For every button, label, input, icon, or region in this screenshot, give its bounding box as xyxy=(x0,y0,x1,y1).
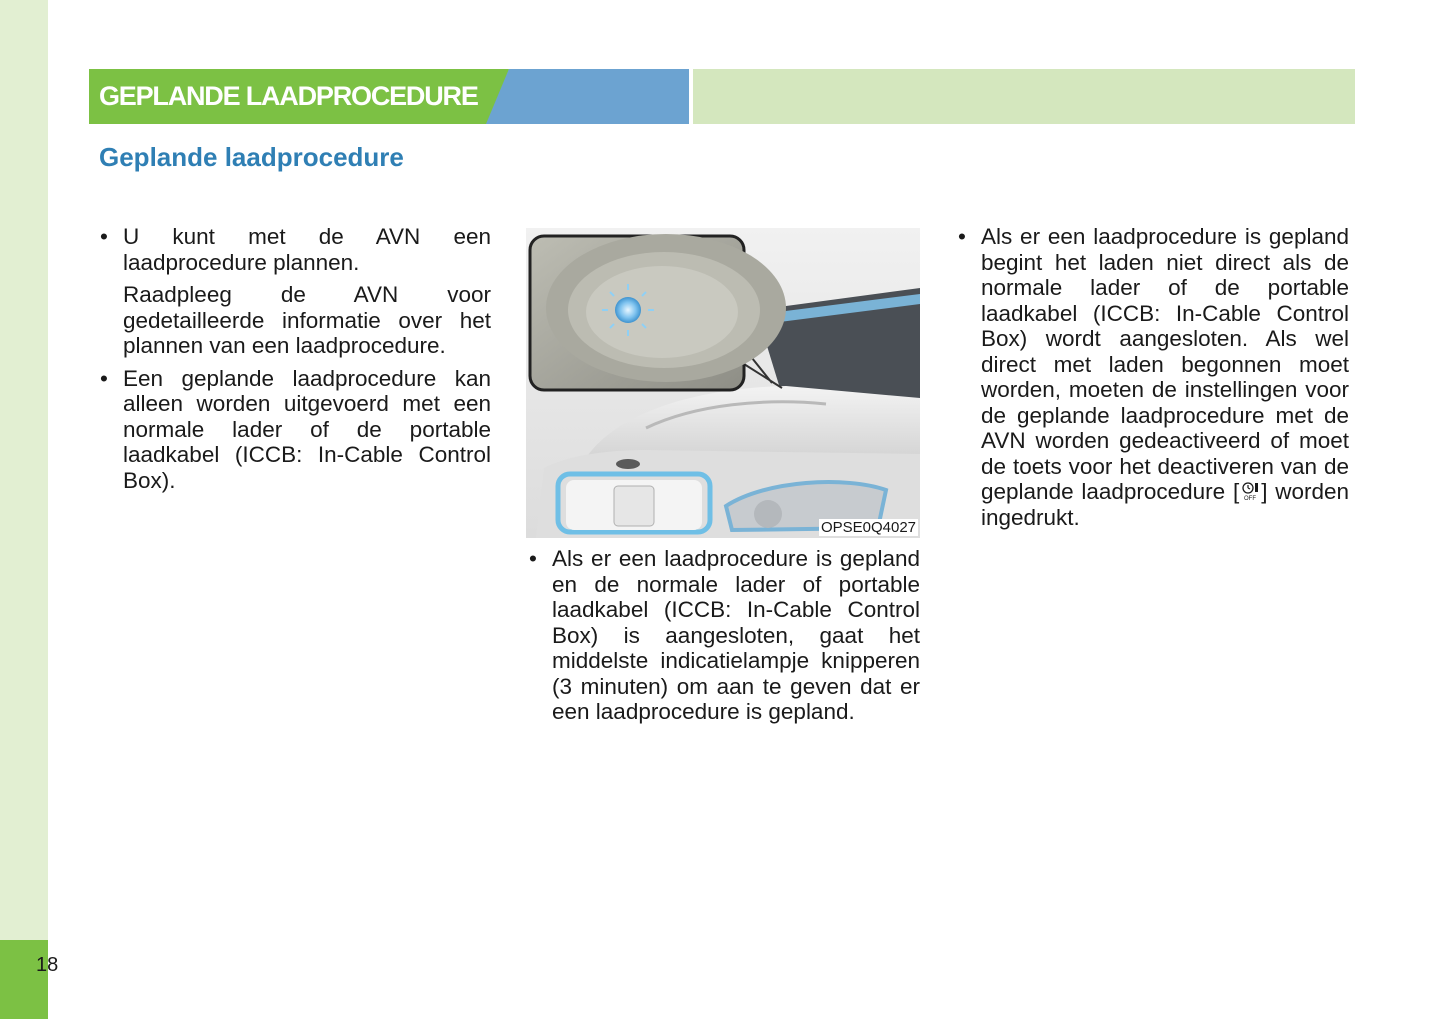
svg-text:OFF: OFF xyxy=(1244,496,1257,501)
page-number-tab xyxy=(0,940,48,1019)
scheduled-charging-off-icon xyxy=(1239,481,1261,501)
list-item xyxy=(524,546,920,725)
list-item xyxy=(95,224,491,359)
paragraph: Raadpleeg de AVN voor gedetailleerde informatie over het plannen van een laadprocedure. xyxy=(123,282,491,358)
side-margin-strip xyxy=(0,0,48,1019)
figure-code: OPSE0Q4027 xyxy=(820,519,916,536)
text-column-right xyxy=(953,224,1349,537)
paragraph: • U kunt met de AVN een laadprocedure plannen. xyxy=(123,224,491,275)
text-column-middle xyxy=(524,546,920,732)
car-charging-figure xyxy=(526,228,920,538)
section-header-fill xyxy=(693,69,1355,124)
text-column-left xyxy=(95,224,491,500)
section-title: GEPLANDE LAADPROCEDURE xyxy=(99,81,478,111)
page-subtitle: Geplande laadprocedure xyxy=(99,142,404,172)
list-item xyxy=(95,366,491,494)
paragraph-text: Als er een laadprocedure is gepland begint het laden niet direct als de normale lader of de portable laadkabel (ICCB: In-Cable Control Box) wordt aangesloten. Als wel direct met laden begonnen moet worden, moeten de instellingen voor de geplande laadprocedure met de AVN worden gedeactiveerd of moet de toets voor het deactiveren van de geplande laadprocedure xyxy=(981,224,1349,504)
page-number: 18 xyxy=(36,954,59,976)
list-item xyxy=(953,224,1349,530)
paragraph-text: worden ingedrukt. xyxy=(981,479,1350,530)
section-header-accent xyxy=(486,69,689,124)
car-front-charging-indicator-illustration xyxy=(526,228,920,538)
paragraph: • Als er een laadprocedure is gepland begint het laden niet direct als de normale lader of de portable laadkabel (ICCB: In-Cable Control Box) wordt aangesloten. Als wel direct met laden begonnen moet worden, moeten de instellingen voor de geplande laadprocedure met de AVN worden gedeactiveerd of moet de toets voor het deactiveren van de geplande laadprocedure [ OFF ] worden ingedrukt. xyxy=(981,224,1350,530)
paragraph: • Als er een laadprocedure is gepland en de normale lader of portable laadkabel (ICCB: In-Cable Control Box) is aangesloten, gaat het middelste indicatielampje knipperen (3 minuten) om aan te geven dat er een laadprocedure is gepland. xyxy=(552,546,920,724)
paragraph: • Een geplande laadprocedure kan alleen worden uitgevoerd met een normale lader of de portable laadkabel (ICCB: In-Cable Control Box). xyxy=(123,365,491,493)
